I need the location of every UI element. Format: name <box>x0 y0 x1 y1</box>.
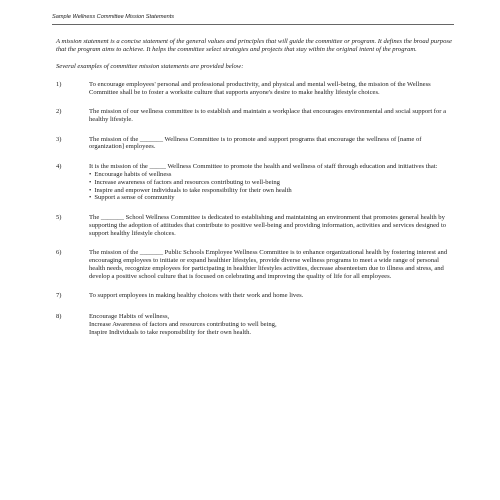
item-text: The mission of the _______ Public Schools Employee Wellness Committee is to enhance organizational health by fostering interest and encouraging employees to initiate or expand healthier lifestyles, provide diverse wellness programs to meet a wide range of personal health needs, recognize employees for participating in healthier lifestyles activities, decrease absenteeism due to illness and stress, and develop a positive school culture that is focused on celebrating and improving the quality of life for all employees. <box>89 249 448 280</box>
bullet-point: • Encourage habits of wellness <box>89 171 454 179</box>
item-number: 8) <box>56 313 62 321</box>
item-text: To support employees in making healthy choices with their work and home lives. <box>89 292 304 300</box>
header-divider <box>52 24 454 25</box>
bullet-point: • Inspire and empower individuals to take responsibility for their own health <box>89 187 454 195</box>
item-number: 3) <box>56 135 62 143</box>
examples-lead-in: Several examples of committee mission statements are provided below: <box>56 62 244 70</box>
list-item <box>56 81 454 97</box>
item-line: Inspire Individuals to take responsibility for their own health. <box>89 328 252 336</box>
item-text: It is the mission of the _____ Wellness Committee to promote the health and wellness of staff through education and initiatives that: <box>89 162 438 170</box>
item-text: The mission of the _______ Wellness Committee is to promote and support programs that encourage the wellness of [name of organization] employees. <box>89 135 422 151</box>
item-number: 5) <box>56 213 62 221</box>
item-number: 7) <box>56 292 62 300</box>
list-item <box>56 313 454 337</box>
item-content <box>89 313 454 337</box>
document-header: Sample Wellness Committee Mission Statements <box>52 14 175 20</box>
item-text: The mission of our wellness committee is to establish and maintain a workplace that encourages environmental and social support for a healthy lifestyle. <box>89 108 447 124</box>
list-item <box>56 249 454 281</box>
item-text: To encourage employees' personal and professional productivity, and physical and mental well-being, the mission of the Wellness Committee shall be to foster a worksite culture that supports anyone's desire to make healthy lifestyle choices. <box>89 80 431 96</box>
mission-statement-list <box>56 81 454 337</box>
item-number: 1) <box>56 80 62 88</box>
item-number: 6) <box>56 249 62 257</box>
list-item <box>56 108 454 124</box>
item-line: Encourage Habits of wellness, <box>89 313 170 321</box>
list-item <box>56 163 454 203</box>
item-number: 4) <box>56 162 62 170</box>
item-content <box>89 163 454 203</box>
item-text: The _______ School Wellness Committee is dedicated to establishing and maintaining an environment that promotes general health by supporting the adoption of attitudes that contribute to positive well-being and providing information, activities and services designed to support healthy lifestyle choices. <box>89 213 447 237</box>
bullet-point: • Support a sense of community <box>89 194 454 202</box>
item-line: Increase Awareness of factors and resources contributing to well being, <box>89 321 277 329</box>
list-item <box>56 292 454 300</box>
list-item <box>56 136 454 152</box>
bullet-point: • Increase awareness of factors and resources contributing to well-being <box>89 179 454 187</box>
intro-paragraph: A mission statement is a concise statement of the general values and principles that will guide the committee or program. It defines the broad purpose that the program aims to achieve. It helps the committee select strategies and projects that stay within the original intent of the program. <box>56 38 452 54</box>
item-number: 2) <box>56 108 62 116</box>
list-item <box>56 214 454 238</box>
